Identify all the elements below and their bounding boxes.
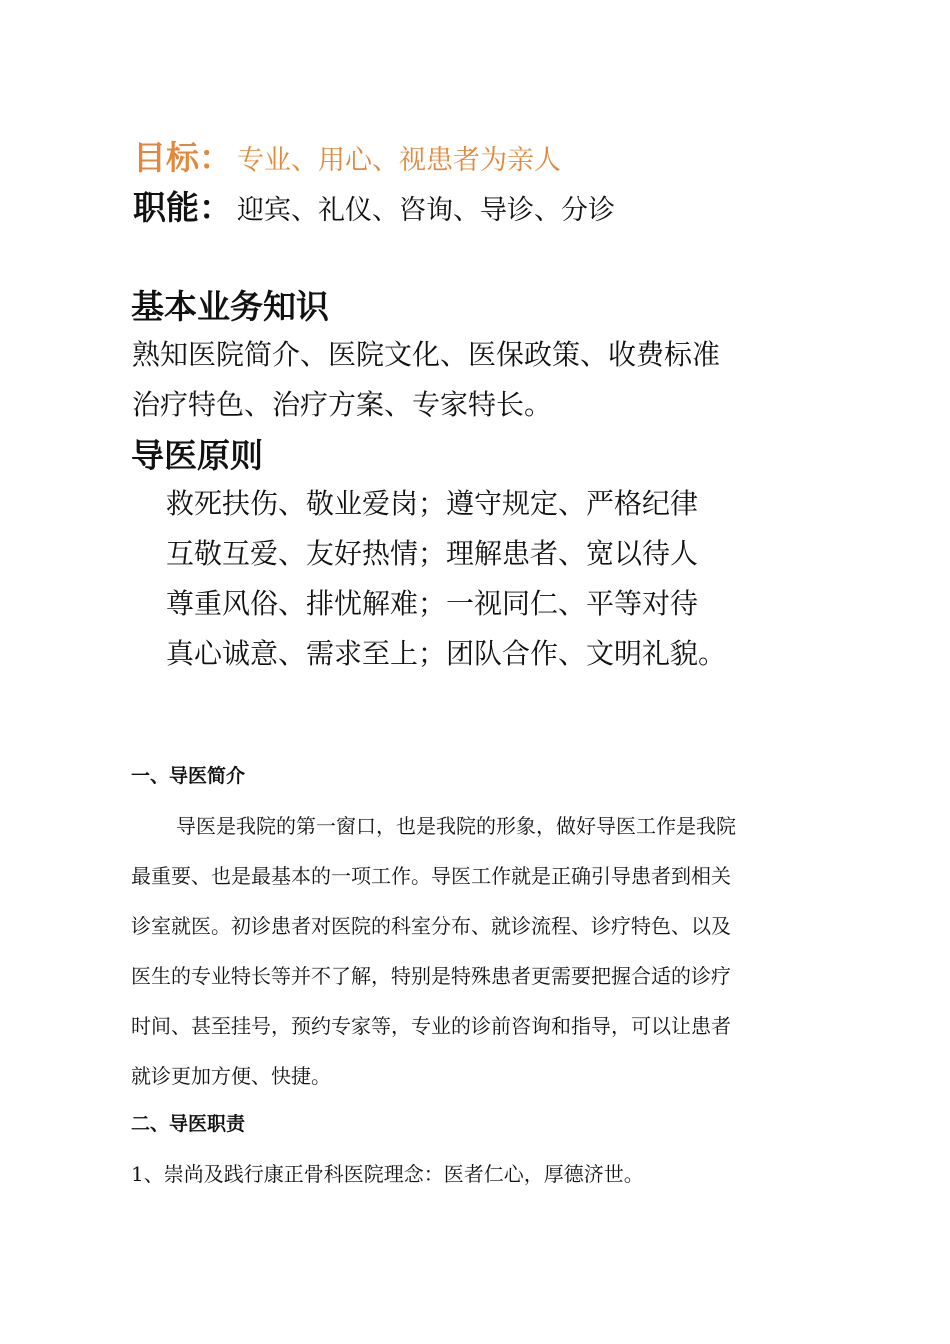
goal-text: 专业、用心、视患者为亲人 [237, 145, 561, 176]
principle-line: 救死扶伤、敬业爱岗；遵守规定、严格纪律 [166, 487, 699, 520]
section-title-intro: 一、导医简介 [131, 765, 246, 787]
knowledge-line: 熟知医院简介、医院文化、医保政策、收费标准 [132, 338, 721, 371]
duty-item: 1、崇尚及践行康正骨科医院理念：医者仁心，厚德济世。 [131, 1162, 644, 1186]
principle-line: 真心诚意、需求至上；团队合作、文明礼貌。 [166, 637, 727, 670]
function-text: 迎宾、礼仪、咨询、导诊、分诊 [237, 195, 615, 226]
intro-paragraph-line: 诊室就医。初诊患者对医院的科室分布、就诊流程、诊疗特色、以及 [131, 914, 731, 938]
principle-line: 尊重风俗、排忧解难；一视同仁、平等对待 [166, 587, 699, 620]
intro-paragraph-line: 就诊更加方便、快捷。 [131, 1064, 331, 1088]
section-title-duties: 二、导医职责 [131, 1113, 246, 1135]
goal-label: 目标： [133, 138, 232, 177]
principles-heading: 导医原则 [131, 436, 263, 475]
intro-paragraph-line: 最重要、也是最基本的一项工作。导医工作就是正确引导患者到相关 [131, 864, 731, 888]
principle-line: 互敬互爱、友好热情；理解患者、宽以待人 [166, 537, 699, 570]
intro-paragraph-line: 导医是我院的第一窗口，也是我院的形象，做好导医工作是我院 [176, 814, 736, 838]
intro-paragraph-line: 医生的专业特长等并不了解，特别是特殊患者更需要把握合适的诊疗 [131, 964, 731, 988]
knowledge-line: 治疗特色、治疗方案、专家特长。 [132, 388, 553, 421]
knowledge-heading: 基本业务知识 [131, 287, 329, 326]
intro-paragraph-line: 时间、甚至挂号，预约专家等，专业的诊前咨询和指导，可以让患者 [131, 1014, 731, 1038]
function-label: 职能： [133, 188, 232, 227]
